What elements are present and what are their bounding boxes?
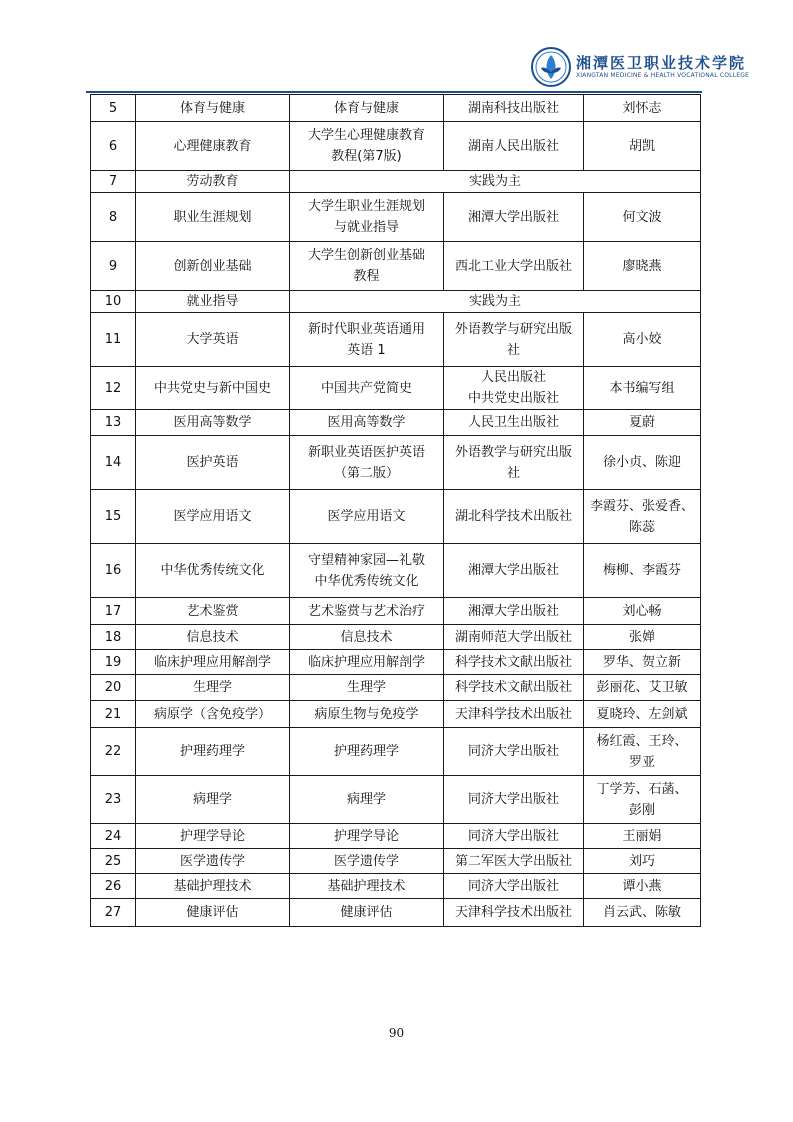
textbook-cell: 守望精神家园—礼敬 中华优秀传统文化 — [290, 544, 444, 598]
table-row — [91, 367, 701, 410]
row-number-cell: 14 — [91, 436, 136, 490]
row-number-cell: 9 — [91, 242, 136, 291]
publisher-cell: 同济大学出版社 — [444, 776, 584, 824]
course-cell: 医护英语 — [136, 436, 290, 490]
textbook-cell: 医学应用语文 — [290, 490, 444, 544]
editor-cell: 本书编写组 — [584, 367, 701, 410]
row-number-cell: 6 — [91, 122, 136, 171]
editor-cell: 李霞芬、张爱香、 陈蕊 — [584, 490, 701, 544]
merged-note-cell: 实践为主 — [290, 171, 701, 193]
publisher-cell: 天津科学技术出版社 — [444, 899, 584, 927]
table-row — [91, 899, 701, 927]
row-number-cell: 20 — [91, 675, 136, 701]
editor-cell: 罗华、贺立新 — [584, 650, 701, 675]
row-number-cell: 17 — [91, 598, 136, 625]
textbook-table — [90, 94, 701, 927]
table-row — [91, 849, 701, 874]
textbook-cell: 生理学 — [290, 675, 444, 701]
course-cell: 基础护理技术 — [136, 874, 290, 899]
publisher-cell: 外语教学与研究出版 社 — [444, 436, 584, 490]
course-cell: 病原学（含免疫学） — [136, 701, 290, 728]
table-row — [91, 171, 701, 193]
course-cell: 艺术鉴赏 — [136, 598, 290, 625]
table-row — [91, 598, 701, 625]
row-number-cell: 12 — [91, 367, 136, 410]
textbook-cell: 新时代职业英语通用 英语 1 — [290, 313, 444, 367]
row-number-cell: 10 — [91, 291, 136, 313]
course-cell: 中华优秀传统文化 — [136, 544, 290, 598]
table-row — [91, 675, 701, 701]
course-cell: 就业指导 — [136, 291, 290, 313]
table-row — [91, 490, 701, 544]
school-emblem-icon — [530, 46, 572, 88]
course-cell: 健康评估 — [136, 899, 290, 927]
textbook-cell: 基础护理技术 — [290, 874, 444, 899]
table-row — [91, 650, 701, 675]
textbook-cell: 大学生创新创业基础 教程 — [290, 242, 444, 291]
editor-cell: 杨红霞、王玲、 罗亚 — [584, 728, 701, 776]
publisher-cell: 湖北科学技术出版社 — [444, 490, 584, 544]
course-cell: 医学遗传学 — [136, 849, 290, 874]
row-number-cell: 19 — [91, 650, 136, 675]
page-header — [0, 0, 793, 90]
row-number-cell: 7 — [91, 171, 136, 193]
editor-cell: 刘巧 — [584, 849, 701, 874]
editor-cell: 刘心畅 — [584, 598, 701, 625]
textbook-table-body — [91, 95, 701, 927]
editor-cell: 廖晓燕 — [584, 242, 701, 291]
row-number-cell: 11 — [91, 313, 136, 367]
school-logo — [530, 46, 750, 88]
table-row — [91, 242, 701, 291]
course-cell: 心理健康教育 — [136, 122, 290, 171]
course-cell: 病理学 — [136, 776, 290, 824]
editor-cell: 徐小贞、陈迎 — [584, 436, 701, 490]
publisher-cell: 第二军医大学出版社 — [444, 849, 584, 874]
textbook-cell: 临床护理应用解剖学 — [290, 650, 444, 675]
editor-cell: 肖云武、陈敏 — [584, 899, 701, 927]
editor-cell: 谭小燕 — [584, 874, 701, 899]
row-number-cell: 21 — [91, 701, 136, 728]
row-number-cell: 18 — [91, 625, 136, 650]
school-name-en: XIANGTAN MEDICINE & HEALTH VOCATIONAL COLLEGE — [576, 72, 750, 79]
publisher-cell: 湘潭大学出版社 — [444, 193, 584, 242]
table-row — [91, 728, 701, 776]
textbook-cell: 医学遗传学 — [290, 849, 444, 874]
editor-cell: 王丽娟 — [584, 824, 701, 849]
table-row — [91, 122, 701, 171]
textbook-cell: 病理学 — [290, 776, 444, 824]
textbook-cell: 信息技术 — [290, 625, 444, 650]
row-number-cell: 8 — [91, 193, 136, 242]
textbook-cell: 护理学导论 — [290, 824, 444, 849]
course-cell: 大学英语 — [136, 313, 290, 367]
row-number-cell: 23 — [91, 776, 136, 824]
course-cell: 医用高等数学 — [136, 410, 290, 436]
editor-cell: 刘怀志 — [584, 95, 701, 122]
publisher-cell: 科学技术文献出版社 — [444, 650, 584, 675]
row-number-cell: 24 — [91, 824, 136, 849]
publisher-cell: 同济大学出版社 — [444, 728, 584, 776]
textbook-cell: 健康评估 — [290, 899, 444, 927]
textbook-cell: 病原生物与免疫学 — [290, 701, 444, 728]
header-rule — [86, 91, 702, 93]
textbook-cell: 大学生职业生涯规划 与就业指导 — [290, 193, 444, 242]
course-cell: 体育与健康 — [136, 95, 290, 122]
publisher-cell: 湘潭大学出版社 — [444, 598, 584, 625]
row-number-cell: 15 — [91, 490, 136, 544]
publisher-cell: 人民卫生出版社 — [444, 410, 584, 436]
school-name: 湘潭医卫职业技术学院 — [576, 54, 747, 72]
course-cell: 创新创业基础 — [136, 242, 290, 291]
table-row — [91, 313, 701, 367]
row-number-cell: 5 — [91, 95, 136, 122]
row-number-cell: 16 — [91, 544, 136, 598]
editor-cell: 夏蔚 — [584, 410, 701, 436]
course-cell: 中共党史与新中国史 — [136, 367, 290, 410]
course-cell: 护理学导论 — [136, 824, 290, 849]
page-number: 90 — [388, 1026, 405, 1040]
editor-cell: 丁学芳、石菡、 彭刚 — [584, 776, 701, 824]
textbook-cell: 中国共产党简史 — [290, 367, 444, 410]
row-number-cell: 22 — [91, 728, 136, 776]
row-number-cell: 27 — [91, 899, 136, 927]
merged-note-cell: 实践为主 — [290, 291, 701, 313]
table-row — [91, 544, 701, 598]
publisher-cell: 湖南师范大学出版社 — [444, 625, 584, 650]
publisher-cell: 天津科学技术出版社 — [444, 701, 584, 728]
table-row — [91, 291, 701, 313]
textbook-cell: 新职业英语医护英语 （第二版） — [290, 436, 444, 490]
course-cell: 劳动教育 — [136, 171, 290, 193]
editor-cell: 夏晓玲、左剑斌 — [584, 701, 701, 728]
row-number-cell: 13 — [91, 410, 136, 436]
textbook-cell: 医用高等数学 — [290, 410, 444, 436]
publisher-cell: 湖南科技出版社 — [444, 95, 584, 122]
course-cell: 临床护理应用解剖学 — [136, 650, 290, 675]
editor-cell: 何文波 — [584, 193, 701, 242]
table-row — [91, 625, 701, 650]
course-cell: 医学应用语文 — [136, 490, 290, 544]
table-row — [91, 95, 701, 122]
textbook-cell: 体育与健康 — [290, 95, 444, 122]
course-cell: 生理学 — [136, 675, 290, 701]
editor-cell: 梅柳、李霞芬 — [584, 544, 701, 598]
table-row — [91, 874, 701, 899]
table-row — [91, 776, 701, 824]
editor-cell: 张婵 — [584, 625, 701, 650]
publisher-cell: 外语教学与研究出版 社 — [444, 313, 584, 367]
publisher-cell: 同济大学出版社 — [444, 824, 584, 849]
row-number-cell: 25 — [91, 849, 136, 874]
course-cell: 信息技术 — [136, 625, 290, 650]
editor-cell: 胡凯 — [584, 122, 701, 171]
table-row — [91, 436, 701, 490]
editor-cell: 彭丽花、艾卫敏 — [584, 675, 701, 701]
publisher-cell: 西北工业大学出版社 — [444, 242, 584, 291]
course-cell: 职业生涯规划 — [136, 193, 290, 242]
course-cell: 护理药理学 — [136, 728, 290, 776]
table-row — [91, 701, 701, 728]
publisher-cell: 湖南人民出版社 — [444, 122, 584, 171]
publisher-cell: 同济大学出版社 — [444, 874, 584, 899]
publisher-cell: 湘潭大学出版社 — [444, 544, 584, 598]
table-row — [91, 193, 701, 242]
textbook-cell: 护理药理学 — [290, 728, 444, 776]
publisher-cell: 人民出版社 中共党史出版社 — [444, 367, 584, 410]
editor-cell: 高小姣 — [584, 313, 701, 367]
table-row — [91, 410, 701, 436]
textbook-cell: 大学生心理健康教育 教程(第7版) — [290, 122, 444, 171]
publisher-cell: 科学技术文献出版社 — [444, 675, 584, 701]
textbook-cell: 艺术鉴赏与艺术治疗 — [290, 598, 444, 625]
table-row — [91, 824, 701, 849]
row-number-cell: 26 — [91, 874, 136, 899]
